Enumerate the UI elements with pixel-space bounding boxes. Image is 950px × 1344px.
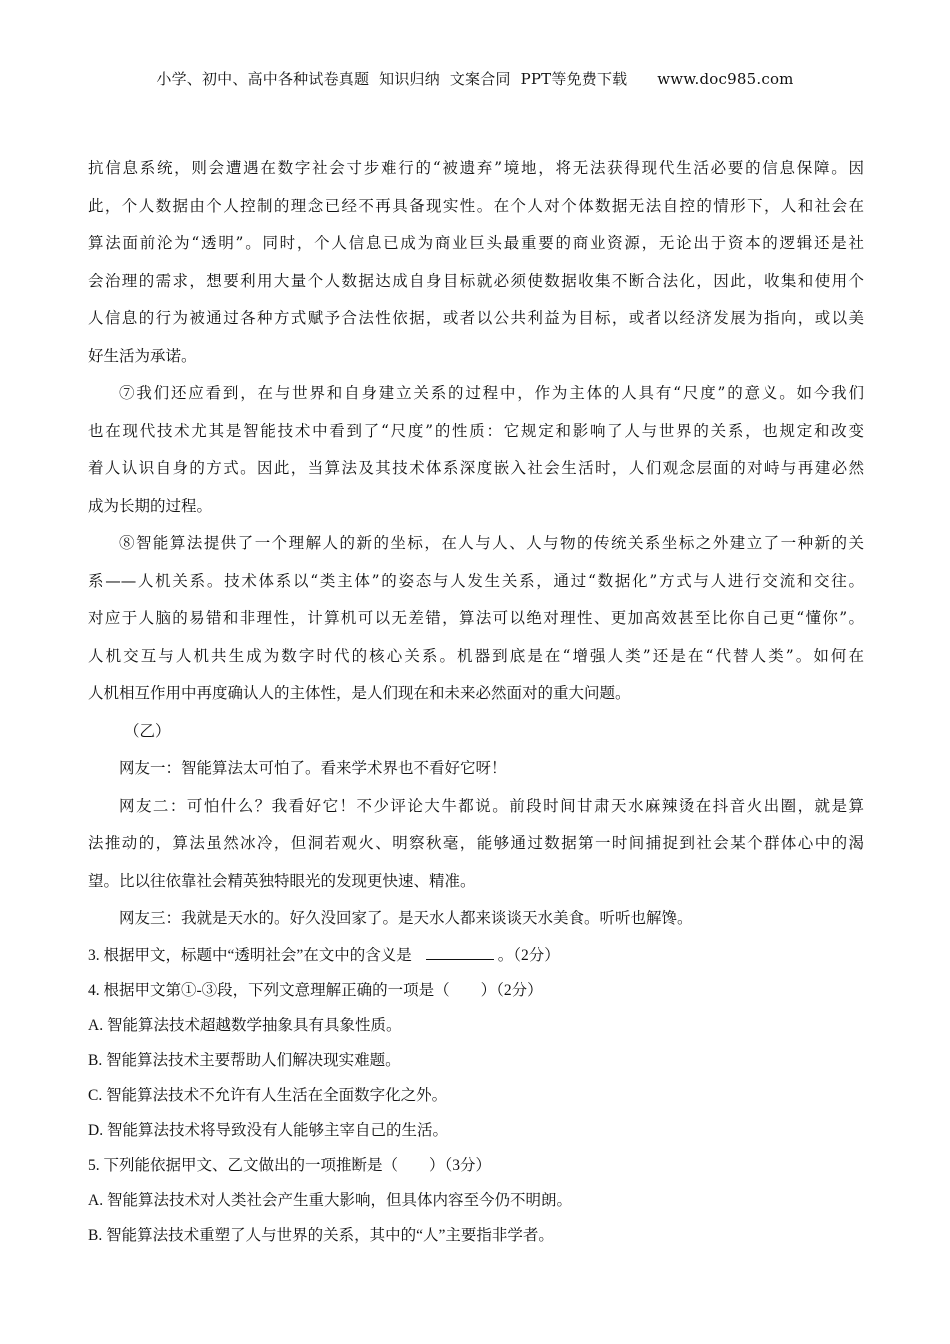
q4-option-b: B. 智能算法技术主要帮助人们解决现实难题。: [88, 1051, 401, 1069]
header-url[interactable]: www.doc985.com: [657, 70, 794, 88]
netizen2-line: 法推动的，算法虽然冰冷，但洞若观火、明察秋毫，能够通过数据第一时间捕捉到社会某个群体心中的渴: [88, 834, 864, 852]
question-5-stem: 5. 下列能依据甲文、乙文做出的一项推断是（ ）（3分）: [88, 1156, 492, 1174]
q3-prefix: 3. 根据甲文，标题中“透明社会”在文中的含义是: [88, 946, 412, 964]
para8-line: 人机交互与人机共生成为数字时代的核心关系。机器到底是在“增强人类”还是在“代替人类”。如何在: [88, 646, 864, 665]
page-header: [0, 68, 950, 89]
header-text: 小学、初中、高中各种试卷真题 知识归纳 文案合同 PPT等免费下载: [156, 70, 628, 88]
passage-b: [88, 713, 864, 938]
q4-option-c: C. 智能算法技术不允许有人生活在全面数字化之外。: [88, 1086, 448, 1104]
document-body: [88, 150, 864, 1253]
para6-line: 抗信息系统，则会遭遇在数字社会寸步难行的“被遗弃”境地，将无法获得现代生活必要的信息保障。因: [88, 159, 864, 177]
para8-line: 人机相互作用中再度确认人的主体性，是人们现在和未来必然面对的重大问题。: [88, 684, 631, 702]
para7-line: 着人认识自身的方式。因此，当算法及其技术体系深度嵌入社会生活时，人们观念层面的对峙与再建必然: [88, 459, 864, 477]
q4-option-a: A. 智能算法技术超越数学抽象具有具象性质。: [88, 1016, 402, 1034]
passage-a: [88, 150, 864, 713]
para8-line: 对应于人脑的易错和非理性，计算机可以无差错，算法可以绝对理性、更加高效甚至比你自己更“懂你”。: [88, 609, 864, 627]
para6-line: 此，个人数据由个人控制的理念已经不再具备现实性。在个人对个体数据无法自控的情形下，人和社会在: [88, 196, 864, 215]
q5-option-a: A. 智能算法技术对人类社会产生重大影响，但具体内容至今仍不明朗。: [88, 1191, 572, 1209]
para8-line: ⑧智能算法提供了一个理解人的新的坐标，在人与人、人与物的传统关系坐标之外建立了一种新的关: [119, 534, 864, 552]
netizen3-comment: 网友三：我就是天水的。好久没回家了。是天水人都来谈谈天水美食。听听也解馋。: [119, 909, 693, 927]
passage-b-heading: （乙）: [124, 721, 171, 740]
para6-line: 人信息的行为被通过各种方式赋予合法性依据，或者以公共利益为目标，或者以经济发展为指向，或以美: [88, 309, 864, 327]
q3-suffix: 。（2分）: [497, 946, 560, 964]
para6-line: 会治理的需求，想要利用大量个人数据达成自身目标就必须使数据收集不断合法化，因此，收集和使用个: [88, 271, 864, 290]
para7-line: ⑦我们还应看到，在与世界和自身建立关系的过程中，作为主体的人具有“尺度”的意义。如今我们: [119, 384, 864, 402]
para6-line: 算法面前沦为“透明”。同时，个人信息已成为商业巨头最重要的商业资源，无论出于资本的逻辑还是社: [88, 234, 864, 252]
para7-line: 也在现代技术尤其是智能技术中看到了“尺度”的性质：它规定和影响了人与世界的关系，也规定和改变: [88, 421, 864, 440]
q4-option-d: D. 智能算法技术将导致没有人能够主宰自己的生活。: [88, 1121, 448, 1139]
questions: [88, 938, 864, 1253]
q5-option-b: B. 智能算法技术重塑了人与世界的关系，其中的“人”主要指非学者。: [88, 1226, 554, 1244]
q3-answer-blank[interactable]: [426, 945, 494, 960]
netizen1-comment: 网友一：智能算法太可怕了。看来学术界也不看好它呀！: [119, 759, 507, 777]
para7-line: 成为长期的过程。: [88, 496, 213, 515]
netizen2-line: 望。比以往依靠社会精英独特眼光的发现更快速、精准。: [88, 871, 476, 890]
para6-line: 好生活为承诺。: [88, 346, 197, 365]
question-4-stem: 4. 根据甲文第①-③段，下列文意理解正确的一项是（ ）（2分）: [88, 981, 543, 999]
para8-line: 系——人机关系。技术体系以“类主体”的姿态与人发生关系，通过“数据化”方式与人进行交流和交往。: [88, 571, 864, 590]
question-3: [88, 938, 864, 973]
netizen2-line: 网友二：可怕什么？我看好它！不少评论大牛都说。前段时间甘肃天水麻辣烫在抖音火出圈，就是算: [119, 796, 864, 815]
